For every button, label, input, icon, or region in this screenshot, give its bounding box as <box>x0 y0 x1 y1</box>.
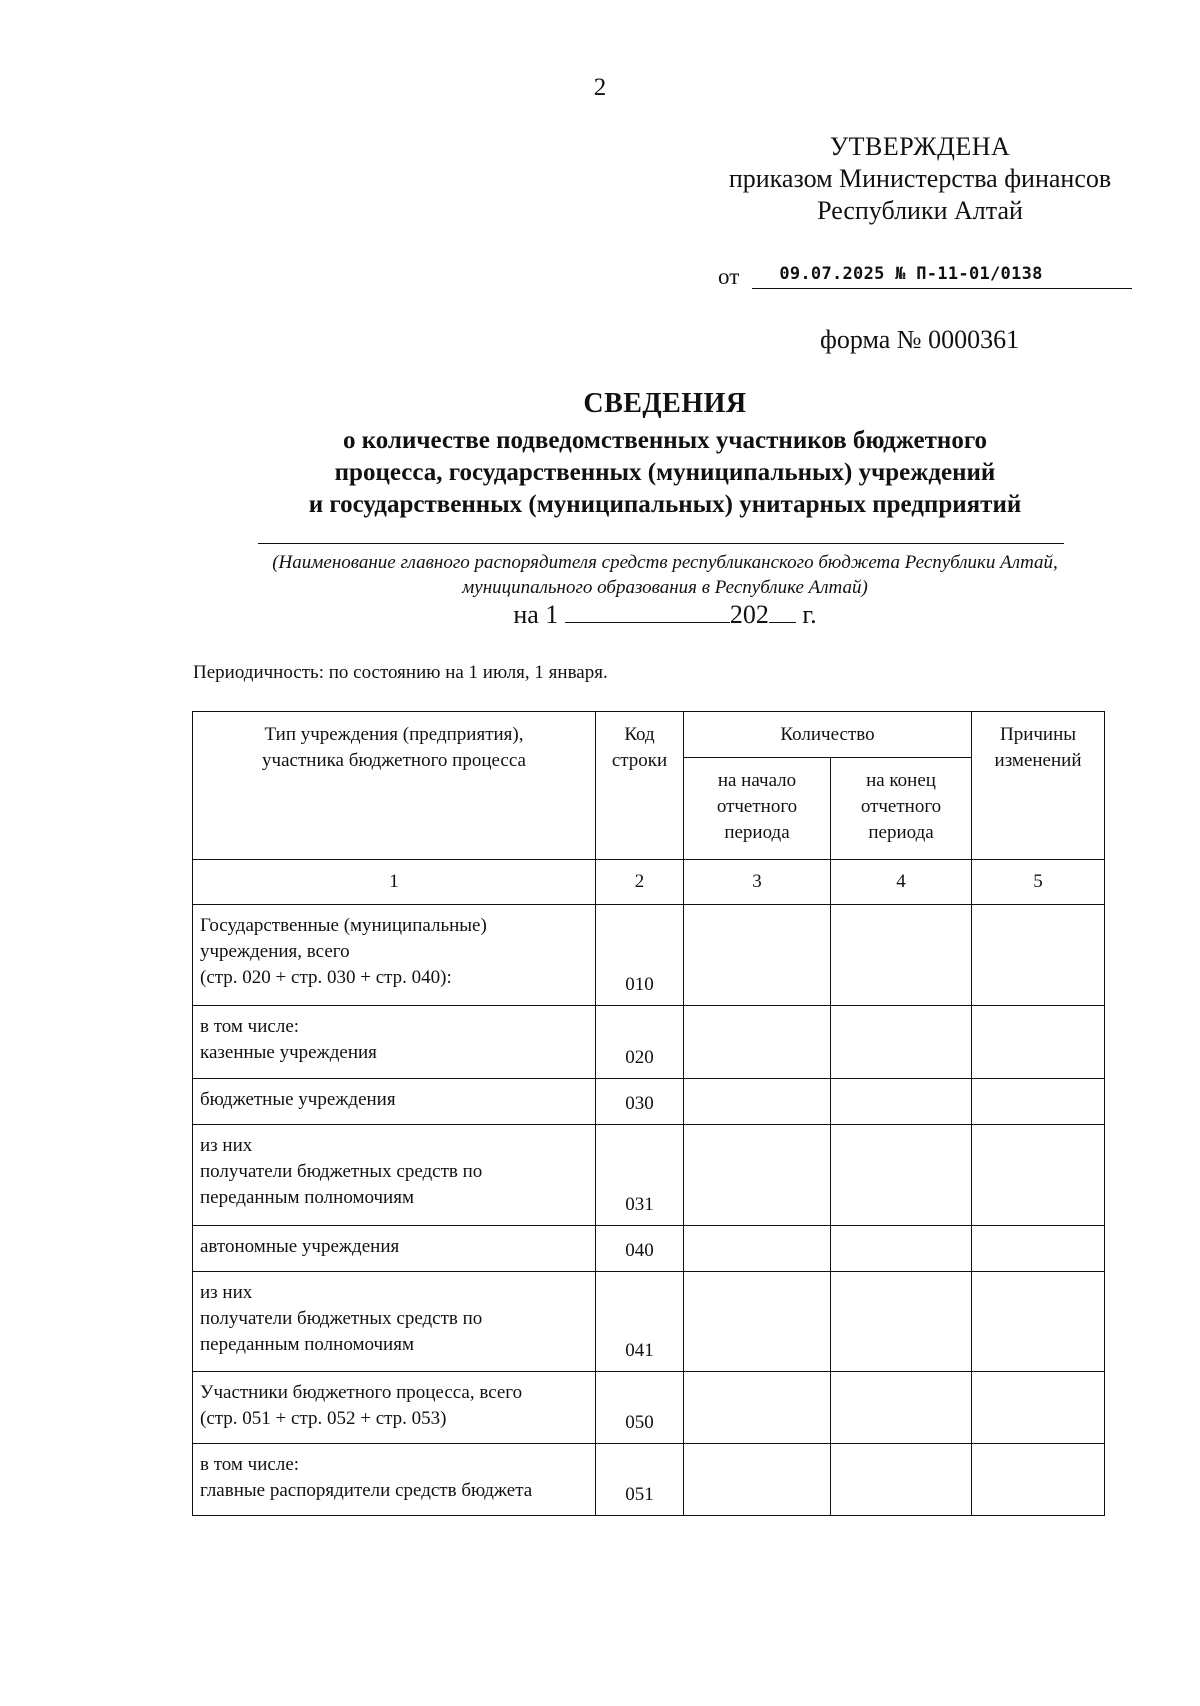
cell-period-start[interactable] <box>684 1272 831 1372</box>
cell-period-start[interactable] <box>684 1079 831 1125</box>
header-reasons-line: Причины <box>999 724 1077 745</box>
header-start-line: на начало <box>717 770 797 791</box>
row-label <box>193 1226 596 1272</box>
table-row <box>193 1079 1105 1125</box>
report-table <box>192 711 1105 1516</box>
header-code-line: Код <box>624 724 655 745</box>
cell-period-end[interactable] <box>831 1079 972 1125</box>
column-number: 1 <box>193 860 596 905</box>
header-start-line: отчетного <box>716 796 798 817</box>
header-quantity: Количество <box>684 712 972 758</box>
row-label-line: Государственные (муниципальные) <box>200 915 487 936</box>
row-label-line: Участники бюджетного процесса, всего <box>200 1382 523 1403</box>
order-from-label: от <box>718 264 740 289</box>
row-label <box>193 1272 596 1372</box>
row-label-line: из них <box>200 1282 253 1303</box>
row-label-line: (стр. 051 + стр. 052 + стр. 053) <box>200 1408 447 1429</box>
table-row <box>193 1226 1105 1272</box>
header-row <box>193 712 1105 758</box>
row-label <box>193 1079 596 1125</box>
approval-title: УТВЕРЖДЕНА <box>829 132 1011 161</box>
row-label <box>193 1372 596 1444</box>
organization-name-line <box>258 543 1064 544</box>
row-label-line: бюджетные учреждения <box>200 1089 396 1110</box>
form-number: форма № 0000361 <box>820 325 1020 354</box>
approval-line-2: Республики Алтай <box>817 196 1023 225</box>
row-label-line: в том числе: <box>200 1016 300 1037</box>
table-row <box>193 1372 1105 1444</box>
subtitle-line: и государственных (муниципальных) унитарных предприятий <box>308 491 1022 518</box>
year-blank <box>769 602 796 623</box>
date-prefix: на 1 <box>513 600 559 629</box>
cell-reasons[interactable] <box>972 905 1105 1006</box>
header-code <box>596 712 684 860</box>
cell-reasons[interactable] <box>972 1372 1105 1444</box>
row-code: 031 <box>596 1125 684 1226</box>
order-date-number: 09.07.2025 № П-11-01/0138 <box>779 264 1043 284</box>
header-end-line: на конец <box>866 770 936 791</box>
subtitle-line: процесса, государственных (муниципальных) учреждений <box>334 459 996 486</box>
row-code: 010 <box>596 905 684 1006</box>
order-underline <box>752 288 1132 289</box>
document-title: СВЕДЕНИЯ <box>583 388 747 419</box>
cell-reasons[interactable] <box>972 1272 1105 1372</box>
row-label <box>193 1006 596 1079</box>
row-label-line: (стр. 020 + стр. 030 + стр. 040): <box>200 967 452 988</box>
date-year: 202 <box>729 600 769 629</box>
header-reasons <box>972 712 1105 860</box>
row-label <box>193 905 596 1006</box>
row-code: 050 <box>596 1372 684 1444</box>
column-number: 5 <box>972 860 1105 905</box>
header-type-line: Тип учреждения (предприятия), <box>264 724 524 745</box>
report-date-line <box>0 600 1200 630</box>
table-row <box>193 1006 1105 1079</box>
caption-line: муниципального образования в Республике Алтай) <box>462 577 868 598</box>
header-type-line: участника бюджетного процесса <box>262 750 526 771</box>
row-code: 040 <box>596 1226 684 1272</box>
header-type <box>193 712 596 860</box>
cell-reasons[interactable] <box>972 1125 1105 1226</box>
subtitle-line: о количестве подведомственных участников бюджетного <box>342 427 988 454</box>
row-code: 030 <box>596 1079 684 1125</box>
row-label-line: казенные учреждения <box>200 1042 377 1063</box>
row-code: 041 <box>596 1272 684 1372</box>
periodicity-text: Периодичность: по состоянию на 1 июля, 1 января. <box>193 662 608 683</box>
approval-block <box>690 131 1150 227</box>
cell-period-end[interactable] <box>831 1444 972 1516</box>
row-label-line: автономные учреждения <box>200 1236 400 1257</box>
table-row <box>193 1125 1105 1226</box>
header-end-line: отчетного <box>860 796 942 817</box>
cell-period-end[interactable] <box>831 1226 972 1272</box>
column-number: 4 <box>831 860 972 905</box>
cell-period-end[interactable] <box>831 1372 972 1444</box>
document-subtitle <box>230 425 1100 521</box>
row-label-line: получатели бюджетных средств по <box>200 1161 483 1182</box>
row-label-line: в том числе: <box>200 1454 300 1475</box>
approval-line-1: приказом Министерства финансов <box>728 164 1112 193</box>
row-label-line: получатели бюджетных средств по <box>200 1308 483 1329</box>
date-suffix: г. <box>802 600 817 629</box>
cell-period-start[interactable] <box>684 1372 831 1444</box>
cell-period-start[interactable] <box>684 905 831 1006</box>
row-label <box>193 1444 596 1516</box>
cell-period-end[interactable] <box>831 1125 972 1226</box>
header-reasons-line: изменений <box>994 750 1082 771</box>
column-number: 2 <box>596 860 684 905</box>
page-number: 2 <box>593 74 607 101</box>
row-label <box>193 1125 596 1226</box>
row-code: 051 <box>596 1444 684 1516</box>
column-number: 3 <box>684 860 831 905</box>
row-label-line: учреждения, всего <box>200 941 350 962</box>
header-start-line: периода <box>724 822 790 843</box>
header-period-start <box>684 758 831 860</box>
row-label-line: главные распорядители средств бюджета <box>200 1480 533 1501</box>
cell-period-end[interactable] <box>831 1006 972 1079</box>
table-row <box>193 1444 1105 1516</box>
date-blank <box>565 602 730 623</box>
header-period-end <box>831 758 972 860</box>
table-row <box>193 905 1105 1006</box>
cell-reasons[interactable] <box>972 1006 1105 1079</box>
column-number-row <box>193 860 1105 905</box>
caption-line: (Наименование главного распорядителя средств республиканского бюджета Республики Алтай, <box>272 552 1058 573</box>
header-end-line: периода <box>868 822 934 843</box>
cell-period-end[interactable] <box>831 1272 972 1372</box>
cell-period-start[interactable] <box>684 1226 831 1272</box>
cell-reasons[interactable] <box>972 1079 1105 1125</box>
cell-period-start[interactable] <box>684 1444 831 1516</box>
row-code: 020 <box>596 1006 684 1079</box>
cell-period-start[interactable] <box>684 1125 831 1226</box>
row-label-line: переданным полномочиям <box>200 1334 414 1355</box>
cell-period-start[interactable] <box>684 1006 831 1079</box>
row-label-line: из них <box>200 1135 253 1156</box>
header-code-line: строки <box>611 750 668 771</box>
organization-name-caption <box>200 550 1130 600</box>
row-label-line: переданным полномочиям <box>200 1187 414 1208</box>
cell-reasons[interactable] <box>972 1444 1105 1516</box>
table-row <box>193 1272 1105 1372</box>
cell-reasons[interactable] <box>972 1226 1105 1272</box>
cell-period-end[interactable] <box>831 905 972 1006</box>
